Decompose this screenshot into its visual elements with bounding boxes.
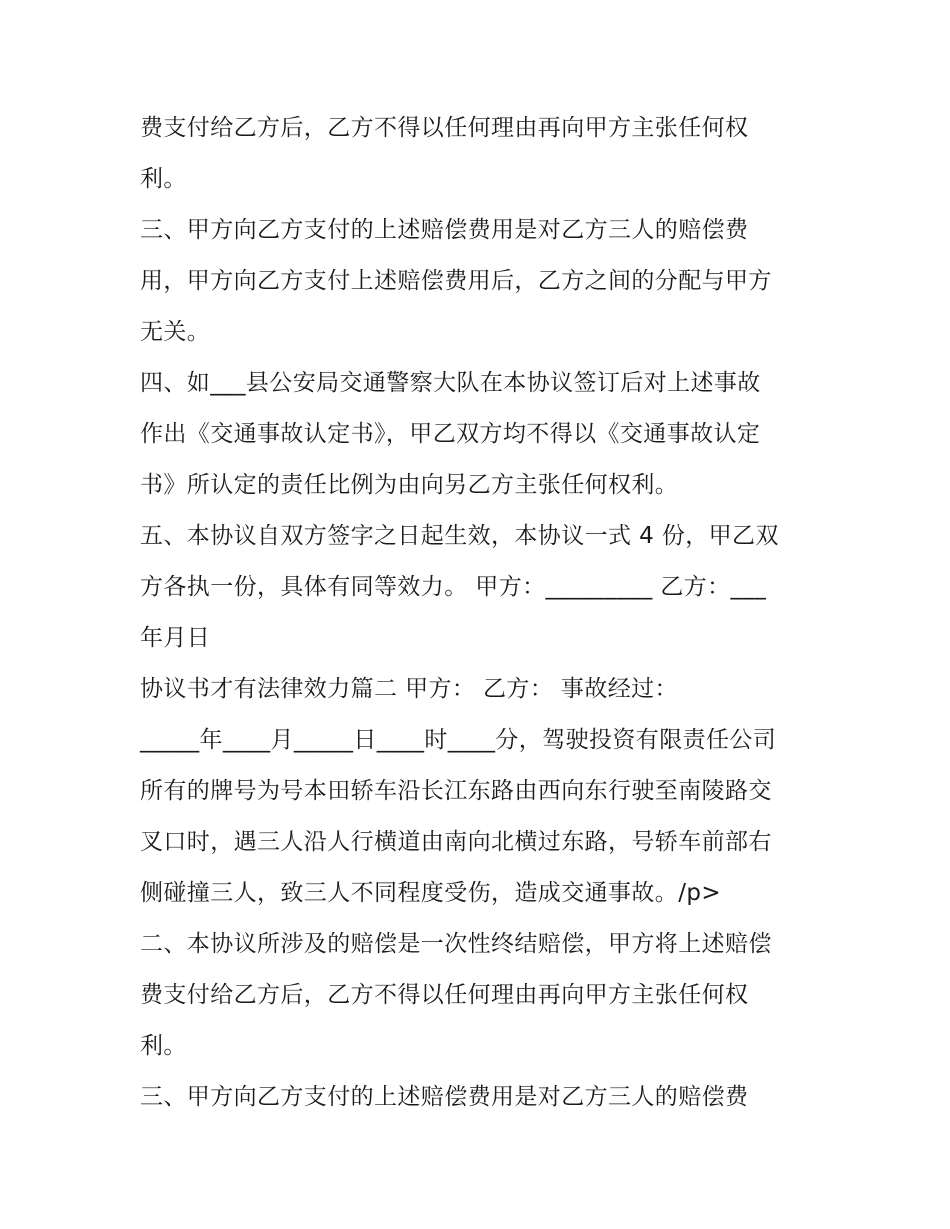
document-body bbox=[140, 103, 820, 1123]
text-line: 利。 bbox=[140, 166, 187, 192]
text-line: _____年____月_____日____时____分，驾驶投资有限责任公司 bbox=[140, 727, 777, 753]
text-line: 三、甲方向乙方支付的上述赔偿费用是对乙方三人的赔偿费 bbox=[140, 1084, 749, 1110]
text-line: 五、本协议自双方签字之日起生效，本协议一式 4 份，甲乙双 bbox=[140, 523, 779, 549]
text-line: 用，甲方向乙方支付上述赔偿费用后，乙方之间的分配与甲方 bbox=[140, 268, 772, 294]
text-line: 书》所认定的责任比例为由向另乙方主张任何权利。 bbox=[140, 472, 679, 498]
text-line: 侧碰撞三人，致三人不同程度受伤，造成交通事故。/p> bbox=[140, 880, 722, 906]
text-line: 无关。 bbox=[140, 319, 211, 345]
text-line: 四、如___县公安局交通警察大队在本协议签订后对上述事故 bbox=[140, 370, 761, 396]
text-line: 叉口时，遇三人沿人行横道由南向北横过东路，号轿车前部右 bbox=[140, 829, 772, 855]
text-line: 作出《交通事故认定书》，甲乙双方均不得以《交通事故认定 bbox=[140, 421, 761, 447]
text-line: 年月日 bbox=[140, 625, 211, 651]
text-line: 费支付给乙方后，乙方不得以任何理由再向甲方主张任何权 bbox=[140, 115, 749, 141]
section-heading: 协议书才有法律效力篇二 甲方： 乙方： 事故经过： bbox=[140, 676, 678, 702]
text-line: 所有的牌号为号本田轿车沿长江东路由西向东行驶至南陵路交 bbox=[140, 778, 772, 804]
text-line: 利。 bbox=[140, 1033, 187, 1059]
text-line: 二、本协议所涉及的赔偿是一次性终结赔偿，甲方将上述赔偿 bbox=[140, 931, 772, 957]
text-line: 三、甲方向乙方支付的上述赔偿费用是对乙方三人的赔偿费 bbox=[140, 217, 749, 243]
text-line: 方各执一份，具体有同等效力。 甲方：_________ 乙方：___ bbox=[140, 574, 767, 600]
text-line: 费支付给乙方后，乙方不得以任何理由再向甲方主张任何权 bbox=[140, 982, 749, 1008]
